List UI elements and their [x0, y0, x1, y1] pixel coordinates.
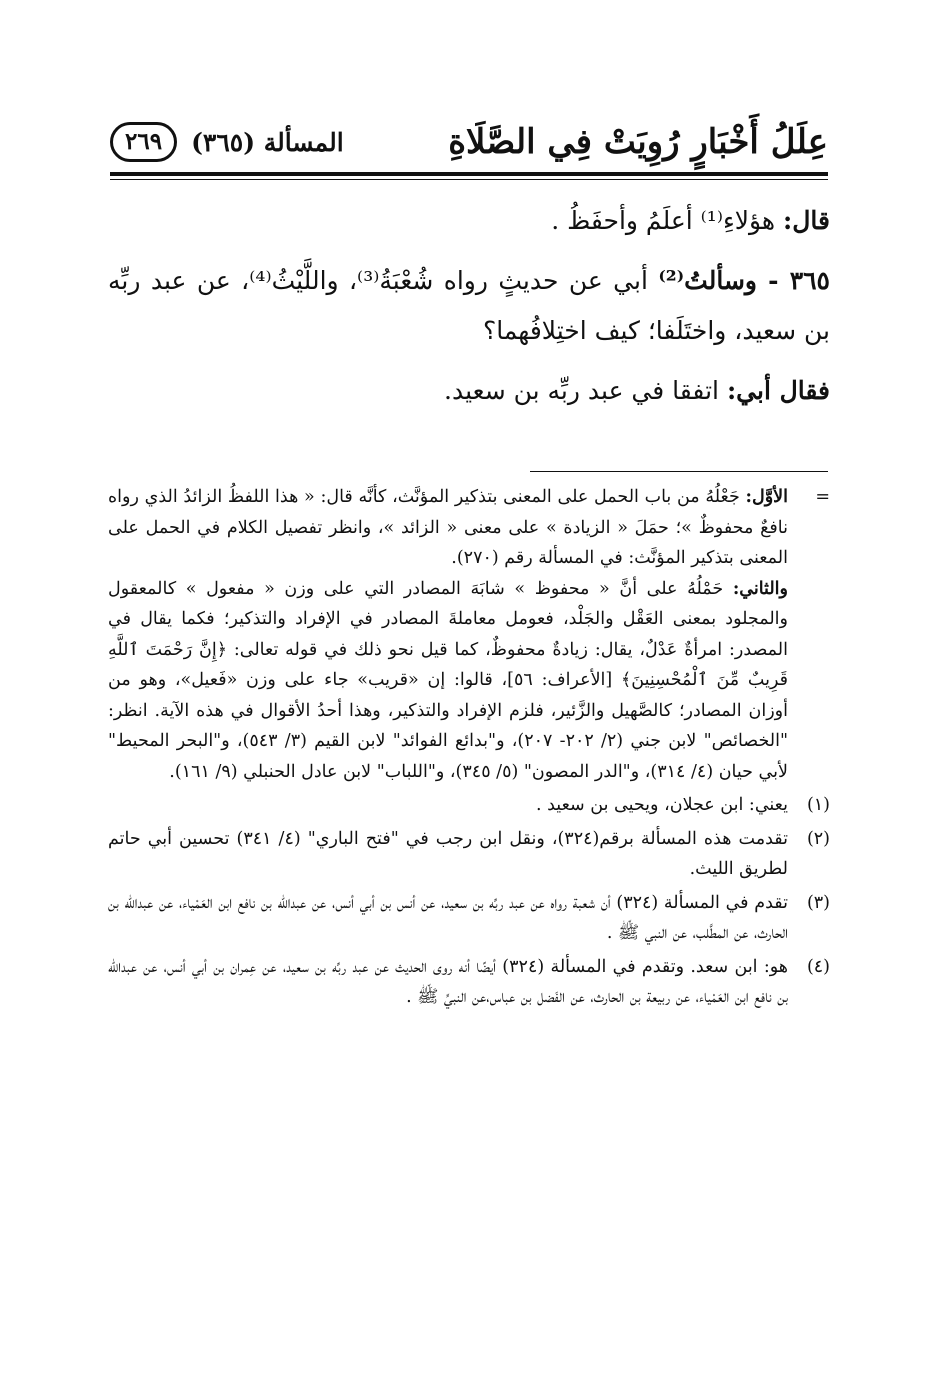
footnote-item	[108, 790, 830, 821]
main-text	[108, 196, 830, 426]
footnotes	[108, 482, 830, 1016]
main-paragraph-1	[108, 196, 830, 246]
point-text: جَعْلُهُ من باب الحمل على المعنى بتذكير المؤنَّث، كأنَّه قال: « هذا اللفظُ الزائدُ الذي رواه نافعٌ محفوظٌ »؛ حمَلَ « الزيادة » على معنى « الزائد »، وانظر تفصيل الكلام في الحمل على المعنى بتذكير المؤنَّث: في المسألة رقم (٢٧٠).	[108, 487, 788, 568]
footnote-item	[108, 888, 830, 949]
paragraph-text: هؤلاءِ⁽¹⁾ أعلَمُ وأحفَظُ .	[551, 206, 784, 235]
main-paragraph-3	[108, 366, 830, 416]
point-text: حَمْلُهُ على أنَّ « محفوظ » شابَهَ المصادر التي على وزن « مفعول » كالمعقول والمجلود بمعنى العَقْل والجَلْد، فعومل معاملةَ المصادر في الإفراد والتذكير؛ فكما يقال في المصدر: امرأةٌ عَدْلٌ، يقال: زيادةٌ محفوظٌ، كما قيل نحو ذلك في قوله تعالى: ﴿إِنَّ رَحْمَتَ ٱللَّهِ قَرِيبٌ مِّنَ ٱلْمُحْسِنِينَ﴾ [الأعراف: ٥٦]، قالوا: إن «قريب» جاء على وزن «فَعيل»، وهو من أوزان المصادر؛ كالصَّهيل والزَّئير، فلزم الإفراد والتذكير، وهذا أحدُ الأقوال في هذه الآية. انظر: "الخصائص" لابن جني (٢/ ٢٠٢- ٢٠٧)، و"بدائع الفوائد" لابن القيم (٣/ ٥٤٣)، و"البحر المحيط" لأبي حيان (٤/ ٣١٤)، و"الدر المصون" (٥/ ٣٤٥)، و"اللباب" لابن عادل الحنبلي (٩/ ١٦١).	[108, 578, 789, 782]
footnote-continuation-body	[108, 482, 788, 787]
footnote-text: هو: ابن سعد. وتقدم في المسألة (٣٢٤) أيضًا أنه روى الحديث عن عبد ربِّه بن سعيد، عن عِمران بن أبي أنس، عن عبدالله بن نافع ابن العَمْياء، عن ربيعة بن الحارث، عن الفَضل بن عباس،عن النبيِّ ﷺ .	[108, 956, 788, 1007]
footnote-item	[108, 824, 830, 885]
speaker-label: قال:	[783, 206, 830, 235]
footnote-text: تقدم في المسألة (٣٢٤) أن شعبة رواه عن عبد ربِّه بن سعيد، عن أنس بن أبي أنس، عن عبدالله بن نافع ابن العَمْياء، عن عبدالله بن الحارث، عن المطَّلب، عن النبي ﷺ .	[108, 892, 788, 943]
footnote-text: يعني: ابن عجلان، ويحيى بن سعيد .	[536, 795, 788, 815]
continuation-mark: =	[815, 487, 830, 507]
speaker-label: فقال أبي:	[726, 376, 830, 405]
footnote-number: (١)	[806, 795, 830, 815]
footnote-continuation	[108, 482, 830, 787]
footnote-number: (٣)	[806, 892, 830, 913]
issue-heading: ٣٦٥ - وسألتُ⁽²⁾	[658, 266, 830, 295]
page-number: ٢٦٩	[110, 122, 177, 162]
footnote-separator	[530, 471, 828, 472]
running-header	[110, 112, 828, 172]
header-rule-thick	[110, 172, 828, 176]
main-paragraph-2	[108, 256, 830, 356]
header-issue-group	[110, 122, 344, 162]
footnote-item	[108, 952, 830, 1013]
header-rule-thin	[110, 179, 828, 180]
issue-label: المسألة (٣٦٥)	[191, 127, 344, 157]
paragraph-text: اتفقا في عبد ربِّه بن سعيد.	[444, 376, 727, 405]
footnote-number: (٤)	[806, 956, 830, 977]
point-label: الأوَّل:	[745, 487, 788, 507]
paragraph-text: أبي عن حديثٍ رواه شُعْبَةُ⁽³⁾، واللَّيْثُ⁽⁴⁾، عن عبد ربِّه بن سعيد، واختَلَفا؛ كيف اختِلافُهما؟	[108, 266, 830, 345]
footnote-number: (٢)	[806, 828, 830, 849]
point-label: والثاني:	[732, 578, 788, 599]
book-title: عِلَلُ أَخْبَارٍ رُوِيَتْ فِي الصَّلَاةِ	[448, 122, 828, 162]
footnote-text: تقدمت هذه المسألة برقم(٣٢٤)، ونقل ابن رجب في "فتح الباري" (٤/ ٣٤١) تحسين أبي حاتم لطريق الليث.	[108, 828, 788, 879]
